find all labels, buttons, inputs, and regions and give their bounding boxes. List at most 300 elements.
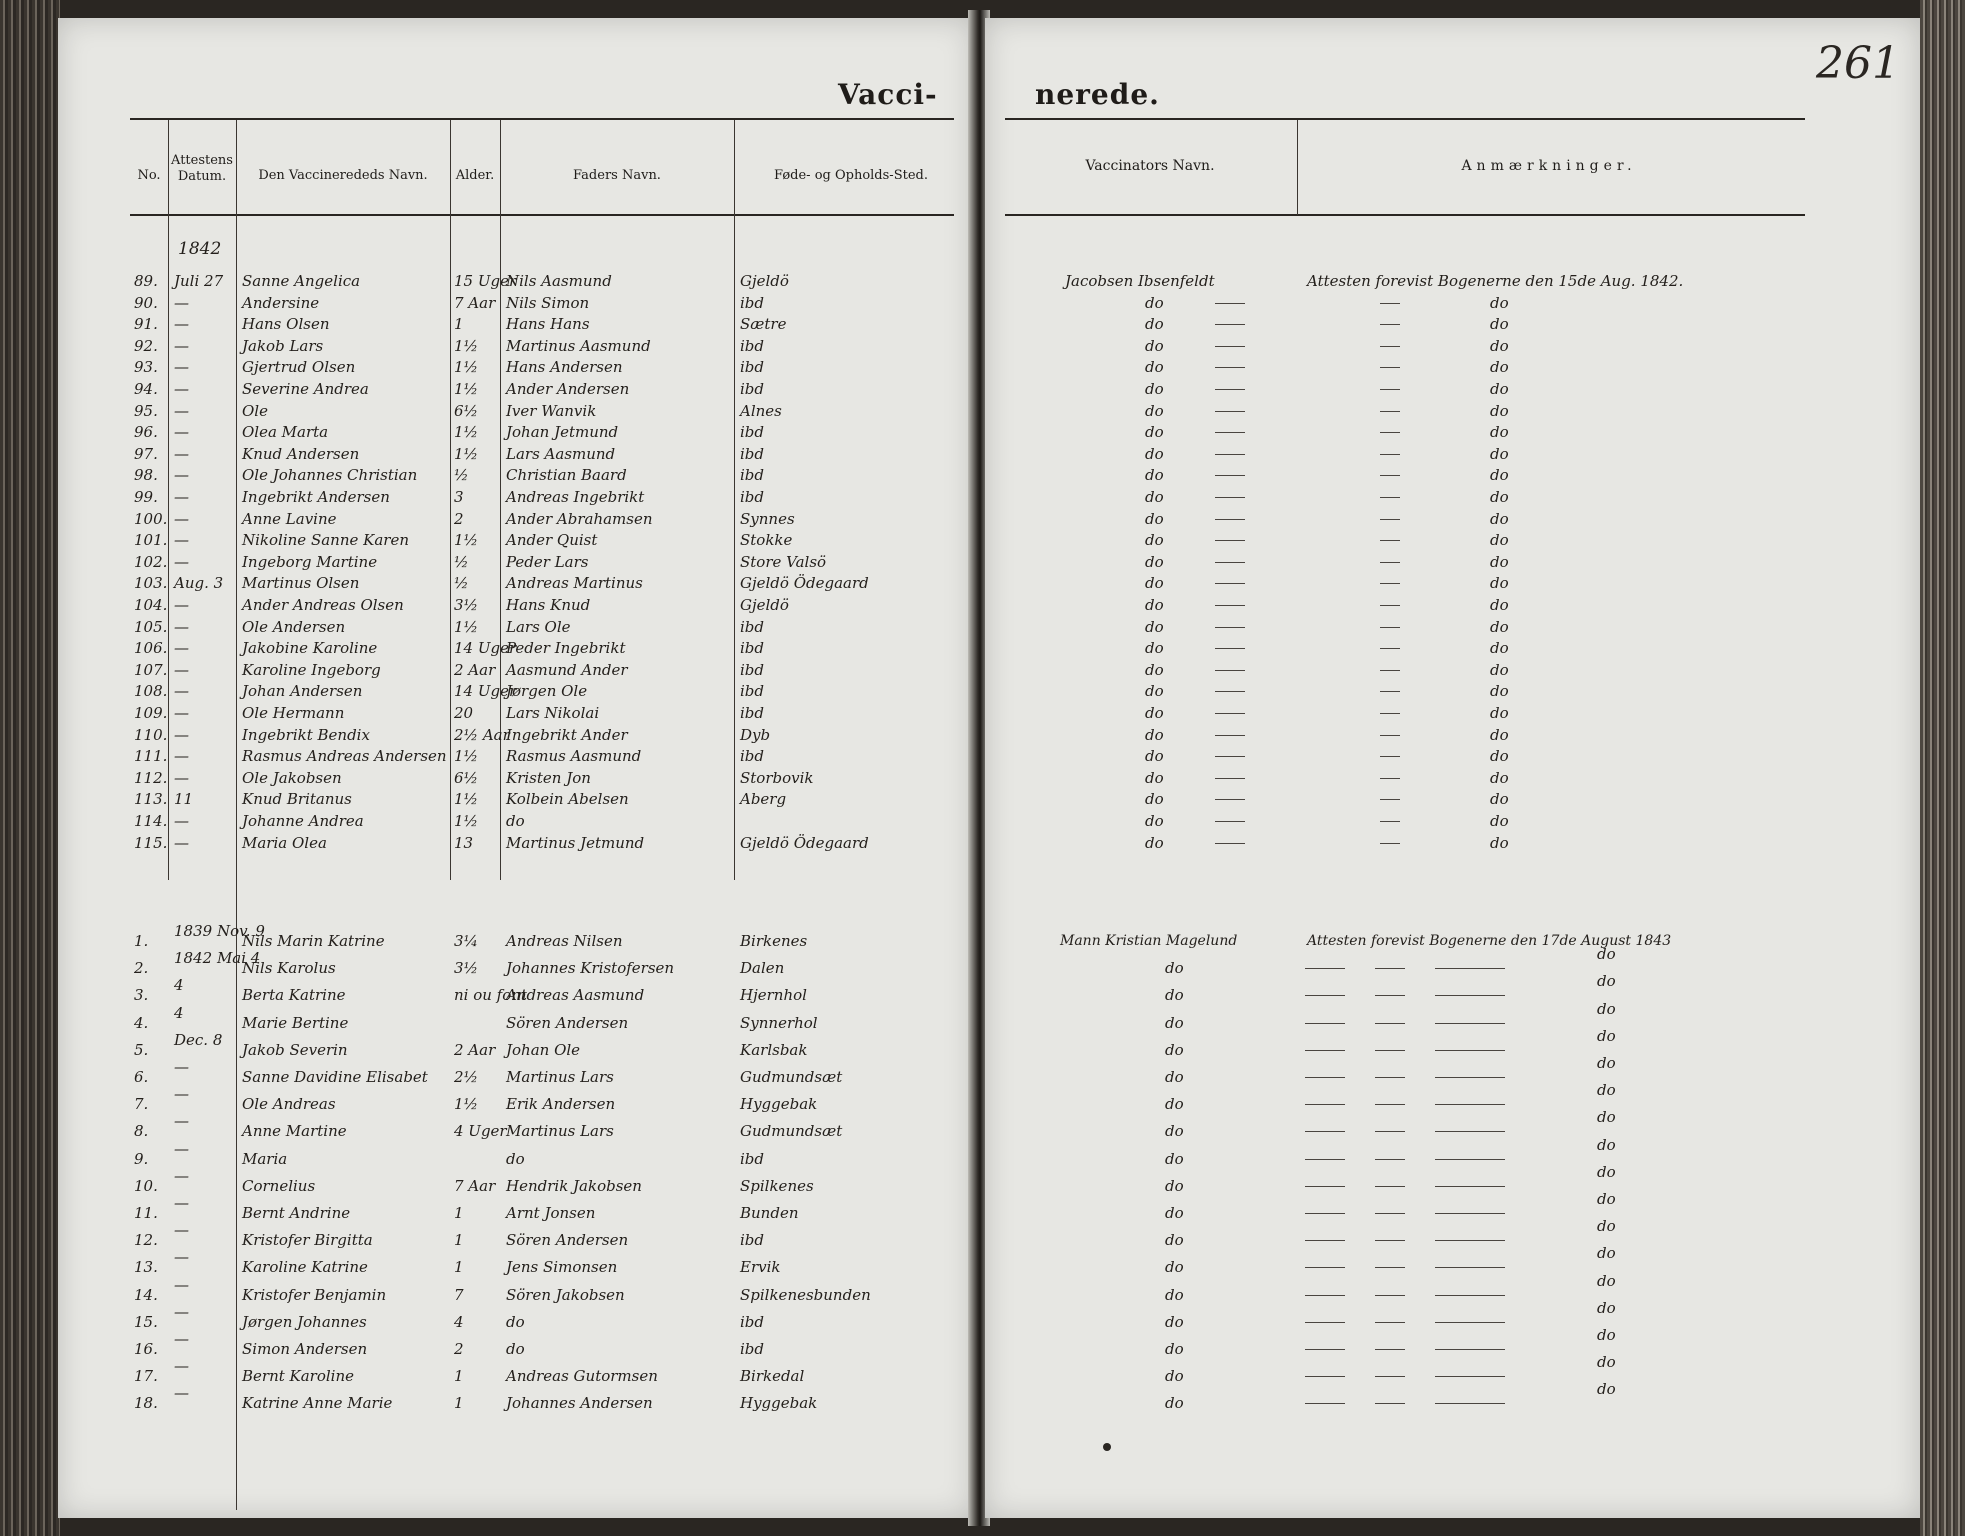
book-edge-left xyxy=(0,0,60,1536)
ditto-dash xyxy=(1305,1131,1345,1132)
row-remark: do xyxy=(1490,294,1509,312)
row-name: Ole Jakobsen xyxy=(242,769,342,787)
row-number: 95. xyxy=(134,402,158,420)
row-remark: do xyxy=(1490,574,1509,592)
row-remark: do xyxy=(1490,834,1509,852)
row-vaccinator: do xyxy=(1165,986,1184,1004)
right-rows-section2 xyxy=(985,18,1920,1518)
row-father: Rasmus Aasmund xyxy=(506,747,642,765)
row-remark: do xyxy=(1490,358,1509,376)
row-place: Stokke xyxy=(740,531,793,549)
row-remark: do xyxy=(1490,423,1509,441)
row-father: Martinus Aasmund xyxy=(506,337,651,355)
row-number: 9. xyxy=(134,1150,149,1168)
ditto-dash xyxy=(1305,995,1345,996)
row-attest-date: — xyxy=(174,1357,189,1375)
row-father: Jens Simonsen xyxy=(506,1258,618,1276)
row-place: ibd xyxy=(740,747,765,765)
row-number: 17. xyxy=(134,1367,158,1385)
row-vaccinator: do xyxy=(1145,294,1164,312)
row-vaccinator: do xyxy=(1145,618,1164,636)
row-father: Aasmund Ander xyxy=(506,661,628,679)
row-number: 2. xyxy=(134,959,149,977)
row-age: 3¼ xyxy=(454,932,479,950)
page-title-right: nerede. xyxy=(1035,78,1160,111)
ditto-dash xyxy=(1435,1240,1505,1241)
row-number: 10. xyxy=(134,1177,158,1195)
row-remark: do xyxy=(1490,747,1509,765)
row-vaccinator: do xyxy=(1165,1340,1184,1358)
ink-blot xyxy=(1103,1443,1111,1451)
row-name: Sanne Davidine Elisabet xyxy=(242,1068,428,1086)
row-age: 2 Aar xyxy=(454,661,496,679)
row-remark: do xyxy=(1490,402,1509,420)
section2-remark: Attesten forevist Bogenerne den 17de August 1843 xyxy=(1307,933,1672,949)
ditto-dash xyxy=(1435,1050,1505,1051)
row-vaccinator: do xyxy=(1165,1367,1184,1385)
row-name: Jakob Lars xyxy=(242,337,324,355)
row-number: 108. xyxy=(134,682,168,700)
header-name: Den Vaccinerededs Navn. xyxy=(258,168,428,183)
row-number: 13. xyxy=(134,1258,158,1276)
ditto-dash xyxy=(1375,1104,1405,1105)
ditto-dash xyxy=(1375,1213,1405,1214)
row-vaccinator: do xyxy=(1145,596,1164,614)
ditto-dash xyxy=(1435,1131,1505,1132)
row-age: 1½ xyxy=(454,423,479,441)
row-father: do xyxy=(506,812,525,830)
row-age: 6½ xyxy=(454,402,479,420)
row-attest-date: — xyxy=(174,1384,189,1402)
row-attest-date: — xyxy=(174,1194,189,1212)
row-name: Anne Martine xyxy=(242,1122,347,1140)
row-attest-date: 1839 Nov. 9 xyxy=(174,922,265,940)
row-age: 2 Aar xyxy=(454,1041,496,1059)
row-age: 13 xyxy=(454,834,474,852)
row-number: 12. xyxy=(134,1231,158,1249)
row-vaccinator: do xyxy=(1165,1258,1184,1276)
row-number: 105. xyxy=(134,618,168,636)
row-father: Nils Simon xyxy=(506,294,590,312)
ditto-dash xyxy=(1435,1376,1505,1377)
ditto-dash xyxy=(1305,968,1345,969)
row-vaccinator: do xyxy=(1165,1231,1184,1249)
ditto-dash xyxy=(1305,1322,1345,1323)
row-number: 5. xyxy=(134,1041,149,1059)
row-remark: do xyxy=(1597,1190,1616,1208)
ditto-dash xyxy=(1305,1186,1345,1187)
ditto-dash xyxy=(1375,1240,1405,1241)
row-remark: do xyxy=(1597,1000,1616,1018)
row-age: ni ou font xyxy=(454,986,527,1004)
row-name: Nils Marin Katrine xyxy=(242,932,385,950)
ditto-dash xyxy=(1305,1295,1345,1296)
row-vaccinator: do xyxy=(1145,812,1164,830)
row-remark: do xyxy=(1597,1136,1616,1154)
row-attest-date: — xyxy=(174,1058,189,1076)
row-place: Store Valsö xyxy=(740,553,827,571)
ditto-dash xyxy=(1435,1349,1505,1350)
row-father: Sören Andersen xyxy=(506,1231,629,1249)
row-place: Gudmundsæt xyxy=(740,1122,843,1140)
row-name: Jørgen Johannes xyxy=(242,1313,367,1331)
row-number: 4. xyxy=(134,1014,149,1032)
row-number: 107. xyxy=(134,661,168,679)
row-remark: do xyxy=(1490,596,1509,614)
row-attest-date: — xyxy=(174,358,189,376)
row-place: Gjeldö Ödegaard xyxy=(740,834,869,852)
row-father: Andreas Aasmund xyxy=(506,986,645,1004)
row-place: Storbovik xyxy=(740,769,814,787)
row-father: Andreas Martinus xyxy=(506,574,643,592)
row-age: 1½ xyxy=(454,358,479,376)
ditto-dash xyxy=(1305,1240,1345,1241)
row-place: Spilkenes xyxy=(740,1177,814,1195)
row-father: Iver Wanvik xyxy=(506,402,597,420)
row-vaccinator: do xyxy=(1145,423,1164,441)
row-father: Erik Andersen xyxy=(506,1095,616,1113)
header-age: Alder. xyxy=(455,168,495,183)
row-vaccinator: do xyxy=(1165,1394,1184,1412)
row-age: 6½ xyxy=(454,769,479,787)
row-place: Gjeldö xyxy=(740,596,789,614)
row-place: Hyggebak xyxy=(740,1095,818,1113)
row-number: 15. xyxy=(134,1313,158,1331)
row-vaccinator: do xyxy=(1145,682,1164,700)
row-number: 101. xyxy=(134,531,168,549)
row-remark: do xyxy=(1490,812,1509,830)
row-father: Lars Nikolai xyxy=(506,704,600,722)
ditto-dash xyxy=(1375,1077,1405,1078)
row-vaccinator: do xyxy=(1165,1095,1184,1113)
row-place: Gjeldö xyxy=(740,272,789,290)
row-remark: do xyxy=(1597,1163,1616,1181)
row-place: ibd xyxy=(740,661,765,679)
ditto-dash xyxy=(1305,1050,1345,1051)
row-remark: do xyxy=(1490,466,1509,484)
row-place: Dyb xyxy=(740,726,771,744)
row-father: Kolbein Abelsen xyxy=(506,790,629,808)
row-remark: do xyxy=(1490,726,1509,744)
row-number: 94. xyxy=(134,380,158,398)
header-vaccinator: Vaccinators Navn. xyxy=(1085,158,1215,174)
row-father: Peder Ingebrikt xyxy=(506,639,626,657)
row-number: 16. xyxy=(134,1340,158,1358)
row-vaccinator: do xyxy=(1165,1150,1184,1168)
row-remark: do xyxy=(1490,315,1509,333)
row-name: Ole Johannes Christian xyxy=(242,466,418,484)
ditto-dash xyxy=(1435,1295,1505,1296)
row-age: ½ xyxy=(454,553,469,571)
row-remark: do xyxy=(1597,1027,1616,1045)
book-edge-right xyxy=(1920,0,1965,1536)
row-father: Ander Abrahamsen xyxy=(506,510,653,528)
row-name: Ingebrikt Andersen xyxy=(242,488,390,506)
row-remark: Attesten forevist Bogenerne den 15de Aug. 1842. xyxy=(1307,272,1684,290)
row-remark: do xyxy=(1490,682,1509,700)
row-age: 1½ xyxy=(454,531,479,549)
row-attest-date: — xyxy=(174,1248,189,1266)
row-place: ibd xyxy=(740,618,765,636)
row-number: 99. xyxy=(134,488,158,506)
row-place: ibd xyxy=(740,1340,765,1358)
row-place: ibd xyxy=(740,423,765,441)
row-age: 2 xyxy=(454,1340,464,1358)
row-remark: do xyxy=(1490,553,1509,571)
row-number: 112. xyxy=(134,769,168,787)
row-place: Sætre xyxy=(740,315,787,333)
row-name: Nikoline Sanne Karen xyxy=(242,531,409,549)
row-name: Andersine xyxy=(242,294,320,312)
row-place: ibd xyxy=(740,1231,765,1249)
row-vaccinator: do xyxy=(1145,661,1164,679)
row-father: Sören Andersen xyxy=(506,1014,629,1032)
row-age: 2½ xyxy=(454,1068,479,1086)
row-name: Jakob Severin xyxy=(242,1041,348,1059)
row-remark: do xyxy=(1597,945,1616,963)
row-attest-date: Juli 27 xyxy=(174,272,224,290)
row-father: Johan Ole xyxy=(506,1041,581,1059)
row-number: 92. xyxy=(134,337,158,355)
row-place: Gjeldö Ödegaard xyxy=(740,574,869,592)
row-place: ibd xyxy=(740,1313,765,1331)
row-remark: do xyxy=(1490,510,1509,528)
row-name: Ole Hermann xyxy=(242,704,345,722)
row-attest-date: — xyxy=(174,1167,189,1185)
ditto-dash xyxy=(1435,995,1505,996)
row-attest-date: — xyxy=(174,704,189,722)
ditto-dash xyxy=(1375,1050,1405,1051)
ditto-dash xyxy=(1305,1213,1345,1214)
row-father: Hendrik Jakobsen xyxy=(506,1177,642,1195)
row-vaccinator: do xyxy=(1165,1313,1184,1331)
row-father: Christian Baard xyxy=(506,466,627,484)
row-remark: do xyxy=(1490,639,1509,657)
row-remark: do xyxy=(1490,337,1509,355)
ditto-dash xyxy=(1435,1186,1505,1187)
row-place: Alnes xyxy=(740,402,782,420)
row-name: Knud Andersen xyxy=(242,445,360,463)
row-attest-date: — xyxy=(174,553,189,571)
row-number: 114. xyxy=(134,812,168,830)
row-age: 1½ xyxy=(454,618,479,636)
header-remarks: Anmærkninger. xyxy=(1461,158,1637,174)
header-father: Faders Navn. xyxy=(573,168,661,183)
row-vaccinator: do xyxy=(1145,488,1164,506)
row-father: Martinus Lars xyxy=(506,1068,614,1086)
ditto-dash xyxy=(1375,968,1405,969)
ditto-dash xyxy=(1435,1267,1505,1268)
row-name: Ander Andreas Olsen xyxy=(242,596,404,614)
row-remark: do xyxy=(1490,661,1509,679)
row-father: Johannes Andersen xyxy=(506,1394,653,1412)
row-remark: do xyxy=(1597,1353,1616,1371)
row-name: Anne Lavine xyxy=(242,510,337,528)
row-age: 1½ xyxy=(454,337,479,355)
row-vaccinator: do xyxy=(1165,1068,1184,1086)
ditto-dash xyxy=(1305,1077,1345,1078)
row-father: do xyxy=(506,1340,525,1358)
row-place: Ervik xyxy=(740,1258,781,1276)
left-page xyxy=(58,18,973,1518)
row-vaccinator: do xyxy=(1145,380,1164,398)
ditto-dash xyxy=(1305,1104,1345,1105)
row-place: ibd xyxy=(740,466,765,484)
row-attest-date: — xyxy=(174,337,189,355)
row-name: Bernt Andrine xyxy=(242,1204,351,1222)
row-place: Birkedal xyxy=(740,1367,805,1385)
row-age: 1 xyxy=(454,1258,464,1276)
row-vaccinator: do xyxy=(1145,402,1164,420)
row-remark: do xyxy=(1490,704,1509,722)
right-page xyxy=(985,18,1920,1518)
row-vaccinator: do xyxy=(1145,445,1164,463)
row-number: 89. xyxy=(134,272,158,290)
row-place: Hjernhol xyxy=(740,986,807,1004)
row-attest-date: 4 xyxy=(174,1004,184,1022)
row-name: Maria Olea xyxy=(242,834,327,852)
row-father: Sören Jakobsen xyxy=(506,1286,625,1304)
row-place: ibd xyxy=(740,682,765,700)
row-attest-date: 4 xyxy=(174,976,184,994)
left-rows-section2 xyxy=(58,18,973,1518)
row-vaccinator: do xyxy=(1145,315,1164,333)
row-remark: do xyxy=(1597,972,1616,990)
row-remark: do xyxy=(1490,769,1509,787)
row-name: Kristofer Benjamin xyxy=(242,1286,387,1304)
row-age: 1½ xyxy=(454,445,479,463)
row-number: 110. xyxy=(134,726,168,744)
row-number: 98. xyxy=(134,466,158,484)
header-place: Føde- og Opholds-Sted. xyxy=(774,168,928,183)
row-name: Karoline Katrine xyxy=(242,1258,368,1276)
row-vaccinator: do xyxy=(1165,1122,1184,1140)
row-name: Simon Andersen xyxy=(242,1340,368,1358)
row-age: 3 xyxy=(454,488,464,506)
row-name: Ole xyxy=(242,402,268,420)
row-age: 1½ xyxy=(454,747,479,765)
row-father: Peder Lars xyxy=(506,553,589,571)
ditto-dash xyxy=(1375,1403,1405,1404)
row-name: Maria xyxy=(242,1150,288,1168)
row-number: 111. xyxy=(134,747,168,765)
row-number: 11. xyxy=(134,1204,158,1222)
row-place: Spilkenesbunden xyxy=(740,1286,871,1304)
ditto-dash xyxy=(1305,1159,1345,1160)
row-age: 20 xyxy=(454,704,474,722)
row-name: Kristofer Birgitta xyxy=(242,1231,373,1249)
row-name: Hans Olsen xyxy=(242,315,330,333)
row-attest-date: — xyxy=(174,423,189,441)
header-attest-date: Attestens Datum. xyxy=(171,153,233,184)
row-name: Knud Britanus xyxy=(242,790,352,808)
row-number: 106. xyxy=(134,639,168,657)
row-age: 2 xyxy=(454,510,464,528)
row-age: 4 xyxy=(454,1313,464,1331)
row-vaccinator: Jacobsen Ibsenfeldt xyxy=(1065,272,1215,290)
row-age: 3½ xyxy=(454,596,479,614)
row-name: Rasmus Andreas Andersen xyxy=(242,747,447,765)
row-number: 93. xyxy=(134,358,158,376)
ditto-dash xyxy=(1435,1023,1505,1024)
row-attest-date: 11 xyxy=(174,790,194,808)
row-vaccinator: do xyxy=(1145,337,1164,355)
row-place: Gudmundsæt xyxy=(740,1068,843,1086)
row-father: Johan Jetmund xyxy=(506,423,619,441)
row-place: ibd xyxy=(740,445,765,463)
row-age: 1½ xyxy=(454,812,479,830)
row-remark: do xyxy=(1490,445,1509,463)
row-age: 2½ Aar xyxy=(454,726,510,744)
row-remark: do xyxy=(1490,531,1509,549)
row-father: Andreas Nilsen xyxy=(506,932,623,950)
row-name: Severine Andrea xyxy=(242,380,369,398)
row-name: Cornelius xyxy=(242,1177,316,1195)
ditto-dash xyxy=(1305,1376,1345,1377)
row-name: Olea Marta xyxy=(242,423,329,441)
row-father: Hans Andersen xyxy=(506,358,623,376)
row-attest-date: — xyxy=(174,639,189,657)
row-vaccinator: do xyxy=(1145,704,1164,722)
row-name: Ole Andersen xyxy=(242,618,346,636)
row-father: do xyxy=(506,1150,525,1168)
row-place: Birkenes xyxy=(740,932,808,950)
row-remark: do xyxy=(1597,1054,1616,1072)
row-age: 1 xyxy=(454,1231,464,1249)
row-vaccinator: do xyxy=(1145,769,1164,787)
ditto-dash xyxy=(1305,1023,1345,1024)
row-father: Johannes Kristofersen xyxy=(506,959,675,977)
row-age: 14 Uger xyxy=(454,682,517,700)
row-name: Nils Karolus xyxy=(242,959,336,977)
row-attest-date: — xyxy=(174,1221,189,1239)
ditto-dash xyxy=(1435,1104,1505,1105)
row-remark: do xyxy=(1597,1244,1616,1262)
row-vaccinator: do xyxy=(1145,466,1164,484)
ditto-dash xyxy=(1375,1023,1405,1024)
row-number: 103. xyxy=(134,574,168,592)
row-place: ibd xyxy=(740,639,765,657)
row-age: 3½ xyxy=(454,959,479,977)
row-attest-date: — xyxy=(174,1330,189,1348)
row-attest-date: — xyxy=(174,1303,189,1321)
row-vaccinator: do xyxy=(1145,510,1164,528)
row-number: 14. xyxy=(134,1286,158,1304)
row-attest-date: — xyxy=(174,531,189,549)
row-vaccinator: do xyxy=(1145,790,1164,808)
ditto-dash xyxy=(1435,968,1505,969)
row-number: 6. xyxy=(134,1068,149,1086)
row-number: 90. xyxy=(134,294,158,312)
row-attest-date: Aug. 3 xyxy=(174,574,224,592)
ditto-dash xyxy=(1305,1349,1345,1350)
row-vaccinator: do xyxy=(1145,726,1164,744)
ditto-dash xyxy=(1305,1267,1345,1268)
row-number: 3. xyxy=(134,986,149,1004)
row-place: Hyggebak xyxy=(740,1394,818,1412)
row-number: 104. xyxy=(134,596,168,614)
row-number: 100. xyxy=(134,510,168,528)
row-name: Sanne Angelica xyxy=(242,272,361,290)
row-vaccinator: do xyxy=(1145,531,1164,549)
section2-vaccinator: Mann Kristian Magelund xyxy=(1060,933,1238,949)
row-attest-date: — xyxy=(174,618,189,636)
row-place: Synnerhol xyxy=(740,1014,818,1032)
row-remark: do xyxy=(1597,1081,1616,1099)
row-attest-date: — xyxy=(174,466,189,484)
row-place: ibd xyxy=(740,294,765,312)
row-remark: do xyxy=(1597,1108,1616,1126)
